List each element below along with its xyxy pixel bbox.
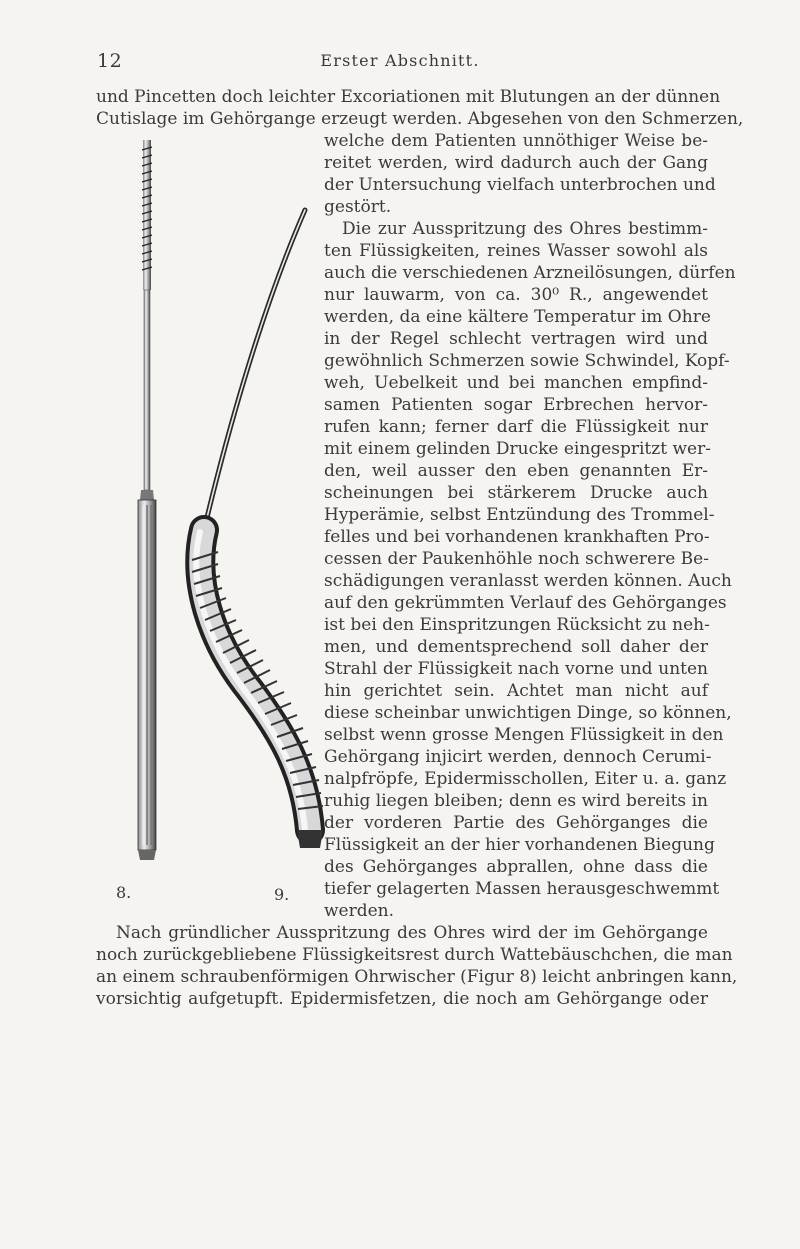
text-line: schädigungen veranlasst werden können. Auch: [324, 571, 732, 591]
text-line: an einem schraubenförmigen Ohrwischer (Figur 8) leicht anbringen kann,: [96, 967, 738, 987]
text-line: tiefer gelagerten Massen herausgeschwemmt: [324, 879, 720, 899]
text-line: der Untersuchung vielfach unterbrochen und: [324, 175, 716, 195]
text-line: vorsichtig aufgetupft. Epidermisfetzen, die noch am Gehörgange oder: [96, 989, 708, 1009]
text-line: samen Patienten sogar Erbrechen hervor-: [324, 395, 708, 415]
text-line: und Pincetten doch leichter Excoriationen mit Blutungen an der dünnen: [96, 87, 721, 107]
text-line: hin gerichtet sein. Achtet man nicht auf: [324, 681, 708, 701]
text-line: ruhig liegen bleiben; denn es wird bereits in: [324, 791, 708, 811]
text-line: Cutislage im Gehörgange erzeugt werden. Abgesehen von den Schmerzen,: [96, 109, 744, 129]
figure-9-ear-syringe: [192, 210, 323, 848]
text-line: Strahl der Flüssigkeit nach vorne und unten: [324, 659, 708, 679]
text-line: rufen kann; ferner darf die Flüssigkeit nur: [324, 417, 708, 437]
text-line: scheinungen bei stärkerem Drucke auch: [324, 483, 708, 503]
text-line: mit einem gelinden Drucke eingespritzt wer-: [324, 439, 711, 459]
text-line: selbst wenn grosse Mengen Flüssigkeit in den: [324, 725, 724, 745]
text-line: in der Regel schlecht vertragen wird und: [324, 329, 708, 349]
text-line: gewöhnlich Schmerzen sowie Schwindel, Kopf-: [324, 351, 730, 371]
text-line: werden.: [324, 901, 395, 921]
text-line: ist bei den Einspritzungen Rücksicht zu neh-: [324, 615, 710, 635]
text-line: cessen der Paukenhöhle noch schwerere Be-: [324, 549, 709, 569]
text-line: felles und bei vorhandenen krankhaften Pro-: [324, 527, 710, 547]
text-line: Gehörgang injicirt werden, dennoch Cerumi-: [324, 747, 712, 767]
figure-8-ear-wiper: [138, 140, 156, 860]
figure-8-label: 8.: [116, 883, 132, 902]
text-line: diese scheinbar unwichtigen Dinge, so können,: [324, 703, 732, 723]
text-line: nalpfröpfe, Epidermisschollen, Eiter u. a. ganz: [324, 769, 727, 789]
instrument-illustration: [100, 140, 330, 870]
running-head: Erster Abschnitt.: [320, 51, 480, 70]
text-line: gestört.: [324, 197, 392, 217]
page-number: 12: [97, 50, 123, 72]
text-line: reitet werden, wird dadurch auch der Gang: [324, 153, 708, 173]
text-line: Flüssigkeit an der hier vorhandenen Biegung: [324, 835, 715, 855]
text-line: Hyperämie, selbst Entzündung des Trommel-: [324, 505, 715, 525]
text-line: weh, Uebelkeit und bei manchen empfind-: [324, 373, 708, 393]
text-line: auch die verschiedenen Arzneilösungen, dürfen: [324, 263, 736, 283]
text-line: welche dem Patienten unnöthiger Weise be-: [324, 131, 708, 151]
text-line: Die zur Ausspritzung des Ohres bestimm-: [342, 219, 708, 239]
text-line: ten Flüssigkeiten, reines Wasser sowohl als: [324, 241, 708, 261]
text-line: der vorderen Partie des Gehörganges die: [324, 813, 708, 833]
text-line: noch zurückgebliebene Flüssigkeitsrest durch Wattebäuschchen, die man: [96, 945, 733, 965]
text-line: nur lauwarm, von ca. 30⁰ R., angewendet: [324, 285, 708, 305]
text-line: werden, da eine kältere Temperatur im Ohre: [324, 307, 711, 327]
text-line: men, und dementsprechend soll daher der: [324, 637, 708, 657]
text-line: auf den gekrümmten Verlauf des Gehörganges: [324, 593, 727, 613]
text-line: Nach gründlicher Ausspritzung des Ohres wird der im Gehörgange: [116, 923, 708, 943]
figure-9-label: 9.: [274, 885, 290, 904]
text-line: des Gehörganges abprallen, ohne dass die: [324, 857, 708, 877]
text-line: den, weil ausser den eben genannten Er-: [324, 461, 708, 481]
